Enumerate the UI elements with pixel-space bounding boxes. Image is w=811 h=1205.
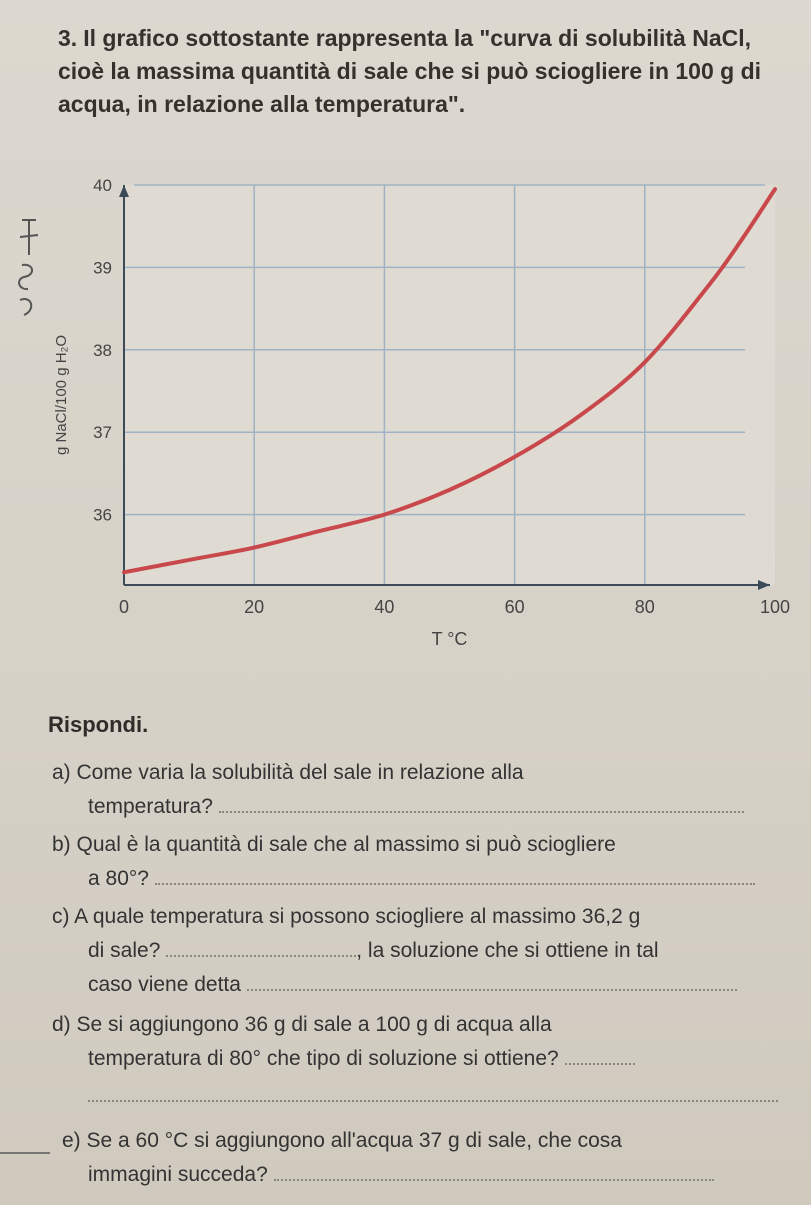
answer-d-line-1[interactable] — [565, 1043, 635, 1065]
question-a-text-2: temperatura? — [88, 795, 213, 818]
question-a-text: a) Come varia la solubilità del sale in relazione alla — [52, 761, 524, 784]
x-axis-label: T °C — [431, 629, 468, 649]
question-c — [52, 900, 787, 1002]
y-axis-label: g NaCl/100 g H₂O — [53, 334, 70, 456]
question-e-text: e) Se a 60 °C si aggiungono all'acqua 37 g di sale, che cosa — [62, 1129, 622, 1152]
question-c-text-3: , la soluzione che si ottiene in tal — [356, 939, 659, 962]
y-tick-label-40: 40 — [93, 176, 112, 195]
question-d — [52, 1008, 787, 1102]
plot-area — [124, 185, 775, 585]
y-tick-label-37: 37 — [93, 423, 112, 443]
answer-e-line[interactable] — [274, 1159, 714, 1181]
margin-line — [0, 1152, 50, 1154]
exercise-number: 3. — [58, 25, 78, 51]
x-tick-label-40: 40 — [374, 597, 395, 617]
question-c-text: c) A quale temperatura si possono sciogliere al massimo 36,2 g — [52, 905, 641, 928]
question-d-text-2: temperatura di 80° che tipo di soluzione si ottiene? — [88, 1047, 559, 1070]
rispondi-heading: Rispondi. — [48, 712, 149, 737]
x-tick-label-0: 0 — [118, 597, 130, 617]
question-c-text-2: di sale? — [88, 939, 161, 962]
x-tick-label-60: 60 — [504, 597, 525, 617]
y-tick-label-38: 38 — [93, 340, 112, 360]
question-a — [52, 756, 787, 824]
x-tick-label-80: 80 — [634, 597, 655, 617]
x-tick-label-20: 20 — [244, 597, 265, 617]
y-tick-label-36: 36 — [93, 505, 112, 525]
answer-c-line-2[interactable] — [247, 969, 737, 991]
x-tick-label-100: 100 — [759, 597, 791, 617]
question-b-text-2: a 80°? — [88, 867, 149, 890]
answer-a-line[interactable] — [219, 791, 744, 813]
question-c-text-4: caso viene detta — [88, 973, 241, 996]
solubility-chart — [0, 165, 811, 655]
exercise-intro — [58, 22, 798, 121]
exercise-text: Il grafico sottostante rappresenta la "curva di solubilità NaCl, cioè la massima quantità di sale che si può sciogliere in 100 g di acqua, in relazione alla temperatura". — [58, 25, 762, 117]
question-b — [52, 828, 787, 896]
question-e-text-2: immagini succeda? — [88, 1163, 268, 1186]
question-b-text: b) Qual è la quantità di sale che al massimo si può sciogliere — [52, 833, 616, 856]
answer-d-line-2[interactable] — [88, 1076, 778, 1102]
answer-b-line[interactable] — [155, 863, 755, 885]
question-d-text: d) Se si aggiungono 36 g di sale a 100 g di acqua alla — [52, 1013, 552, 1036]
question-e — [52, 1124, 787, 1192]
answer-c-line-1[interactable] — [166, 935, 356, 957]
y-tick-label-39: 39 — [93, 258, 112, 278]
